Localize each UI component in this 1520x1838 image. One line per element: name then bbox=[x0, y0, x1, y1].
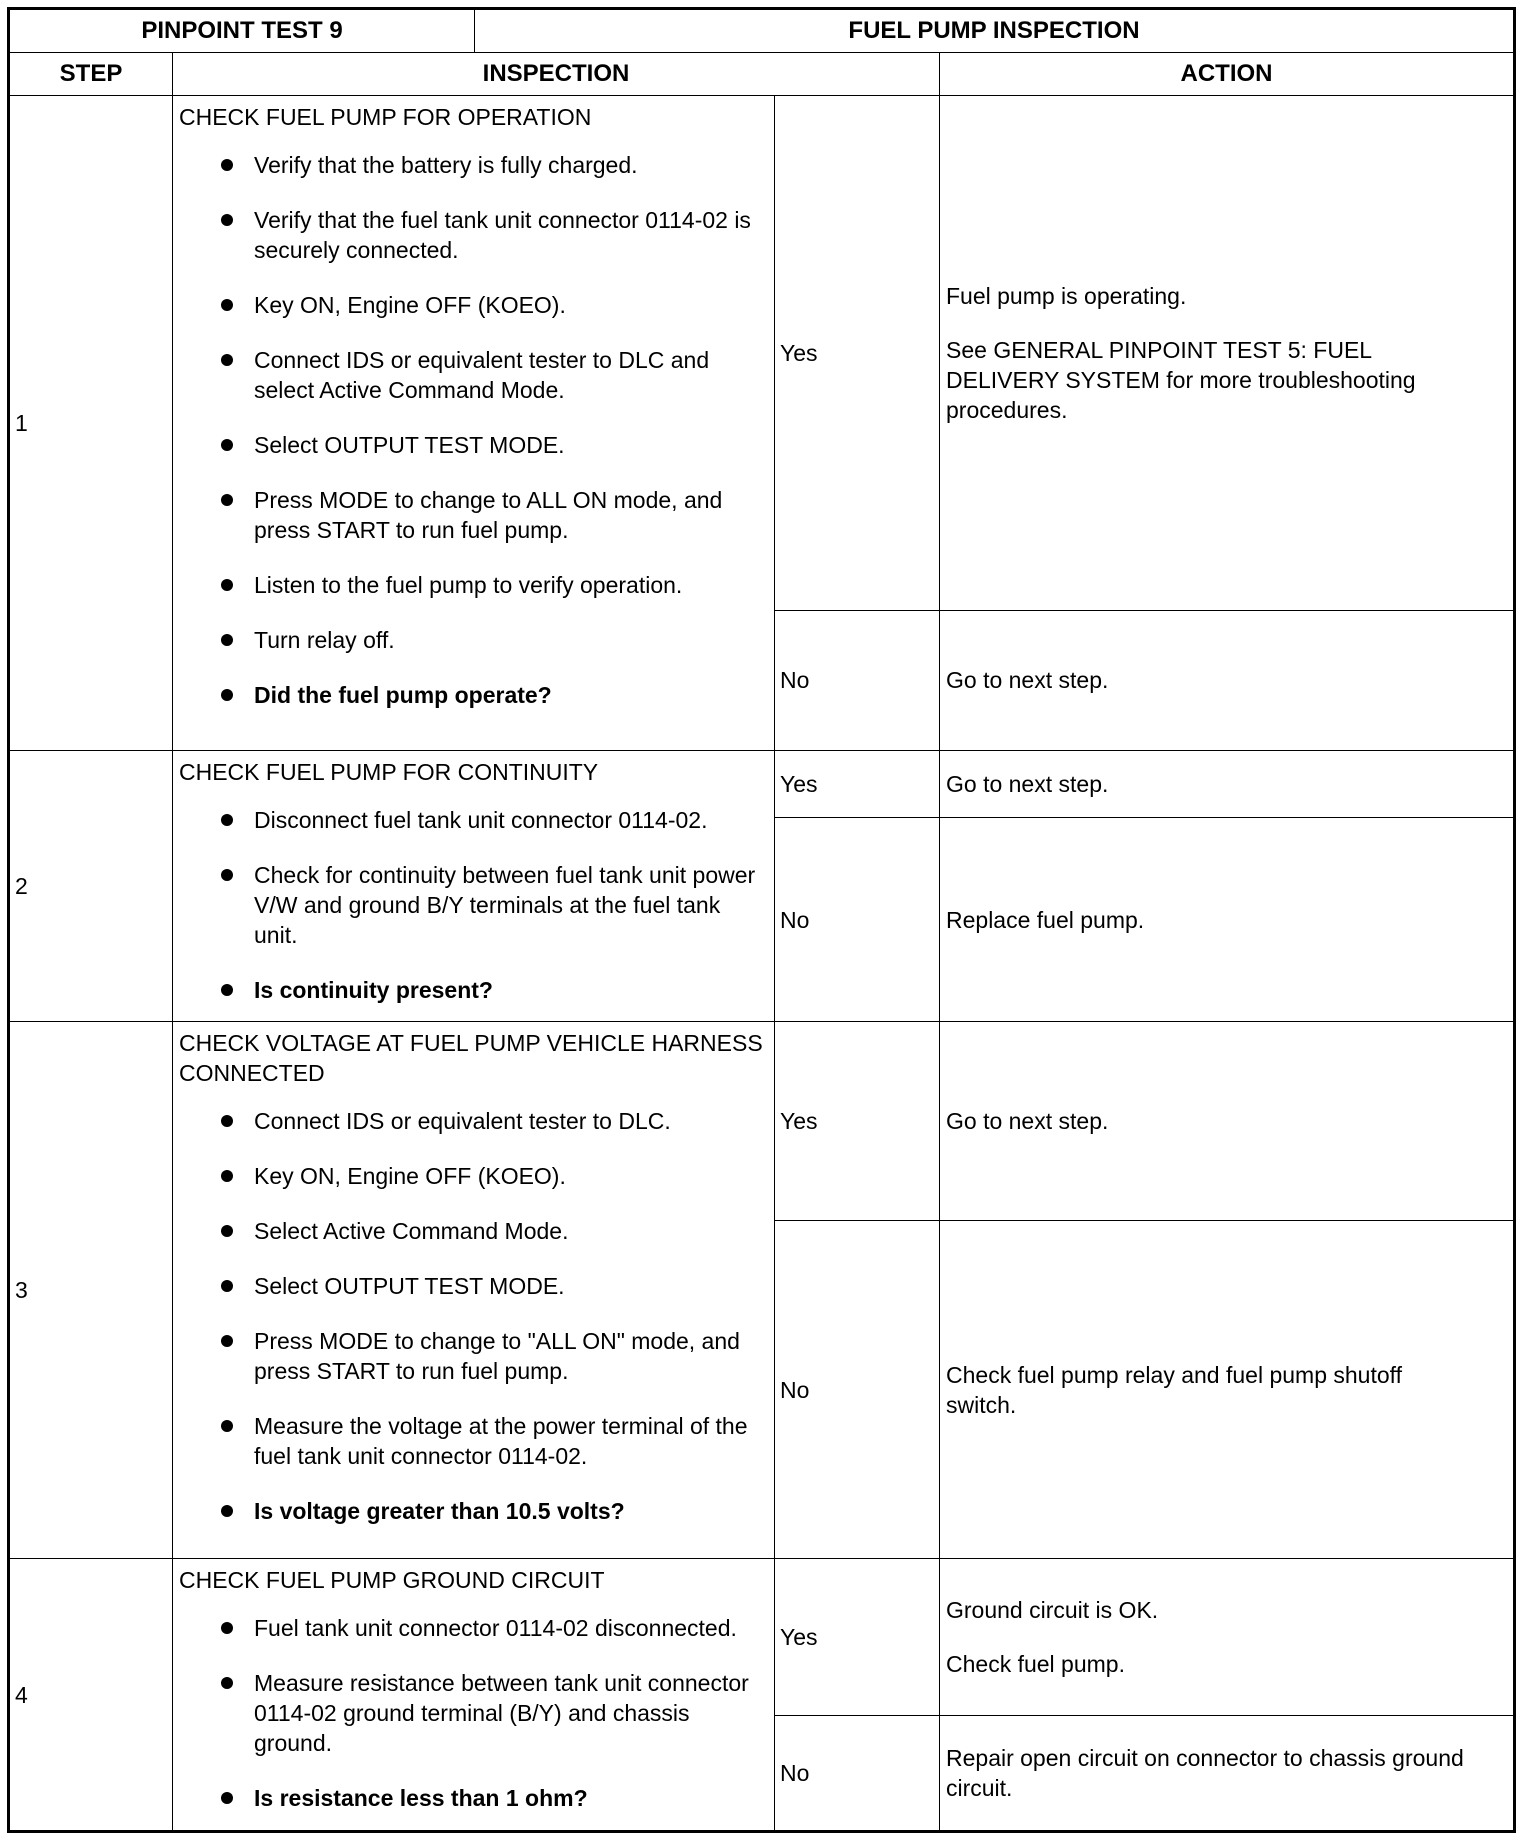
inspection-bullet: Check for continuity between fuel tank unit power V/W and ground B/Y terminals at the fuel tank unit. bbox=[179, 860, 768, 950]
step-title: CHECK VOLTAGE AT FUEL PUMP VEHICLE HARNESS CONNECTED bbox=[179, 1029, 763, 1086]
step-title: CHECK FUEL PUMP FOR OPERATION bbox=[179, 104, 592, 130]
yes-action-text: Fuel pump is operating. bbox=[946, 283, 1187, 310]
step-title: CHECK FUEL PUMP GROUND CIRCUIT bbox=[179, 1567, 605, 1594]
test-id-heading: PINPOINT TEST 9 bbox=[9, 9, 475, 53]
action-column-header: ACTION bbox=[940, 53, 1515, 96]
yes-action-text: Go to next step. bbox=[946, 1107, 1109, 1134]
inspection-bullet: Measure resistance between tank unit connector 0114-02 ground terminal (B/Y) and chassis ground. bbox=[179, 1668, 768, 1758]
inspection-bullet: Disconnect fuel tank unit connector 0114-02. bbox=[179, 805, 768, 835]
title-row bbox=[9, 9, 1515, 53]
yes-label: Yes bbox=[775, 1559, 940, 1715]
inspection-cell bbox=[173, 96, 775, 751]
no-action bbox=[940, 611, 1515, 750]
step-row-yes bbox=[9, 750, 1515, 818]
no-label: No bbox=[775, 611, 940, 750]
yes-label: Yes bbox=[775, 1021, 940, 1220]
pinpoint-test-table bbox=[7, 7, 1516, 1833]
inspection-question: Did the fuel pump operate? bbox=[179, 680, 768, 710]
yes-action bbox=[940, 96, 1515, 611]
no-action-text: Check fuel pump relay and fuel pump shutoff switch. bbox=[946, 1361, 1403, 1418]
inspection-bullets bbox=[179, 1106, 768, 1526]
inspection-bullet: Select OUTPUT TEST MODE. bbox=[179, 1271, 768, 1301]
inspection-bullet: Connect IDS or equivalent tester to DLC. bbox=[179, 1106, 768, 1136]
inspection-bullet: Key ON, Engine OFF (KOEO). bbox=[179, 290, 768, 320]
inspection-cell bbox=[173, 1559, 775, 1832]
inspection-bullet: Connect IDS or equivalent tester to DLC and select Active Command Mode. bbox=[179, 345, 768, 405]
step-number: 2 bbox=[9, 750, 173, 1021]
step-number: 1 bbox=[9, 96, 173, 751]
inspection-bullet: Press MODE to change to "ALL ON" mode, and press START to run fuel pump. bbox=[179, 1326, 768, 1386]
inspection-bullets bbox=[179, 1613, 768, 1813]
inspection-bullet: Select OUTPUT TEST MODE. bbox=[179, 430, 768, 460]
inspection-bullet: Listen to the fuel pump to verify operation. bbox=[179, 570, 768, 600]
no-action bbox=[940, 818, 1515, 1022]
step-column-header: STEP bbox=[9, 53, 173, 96]
column-header-row bbox=[9, 53, 1515, 96]
step-row-yes bbox=[9, 1559, 1515, 1715]
inspection-bullet: Turn relay off. bbox=[179, 625, 768, 655]
inspection-bullets bbox=[179, 150, 768, 710]
inspection-question: Is continuity present? bbox=[179, 975, 768, 1005]
yes-action bbox=[940, 1021, 1515, 1220]
no-action-text: Replace fuel pump. bbox=[946, 906, 1145, 933]
no-action bbox=[940, 1715, 1515, 1831]
step-title: CHECK FUEL PUMP FOR CONTINUITY bbox=[179, 758, 599, 785]
inspection-bullet: Press MODE to change to ALL ON mode, and press START to run fuel pump. bbox=[179, 485, 768, 545]
yes-action bbox=[940, 1559, 1515, 1715]
no-label: No bbox=[775, 1715, 940, 1831]
yes-label: Yes bbox=[775, 750, 940, 818]
test-name-heading: FUEL PUMP INSPECTION bbox=[475, 9, 1515, 53]
yes-action-text: Ground circuit is OK. bbox=[946, 1597, 1159, 1624]
inspection-bullet: Verify that the battery is fully charged. bbox=[179, 150, 768, 180]
inspection-question: Is voltage greater than 10.5 volts? bbox=[179, 1496, 768, 1526]
step-number: 3 bbox=[9, 1021, 173, 1558]
no-action-text: Repair open circuit on connector to chassis ground circuit. bbox=[946, 1744, 1464, 1801]
yes-action bbox=[940, 750, 1515, 818]
inspection-column-header: INSPECTION bbox=[173, 53, 940, 96]
no-action-text: Go to next step. bbox=[946, 667, 1109, 694]
inspection-bullet: Key ON, Engine OFF (KOEO). bbox=[179, 1161, 768, 1191]
inspection-cell bbox=[173, 1021, 775, 1558]
step-number: 4 bbox=[9, 1559, 173, 1832]
yes-label: Yes bbox=[775, 96, 940, 611]
inspection-bullet: Verify that the fuel tank unit connector 0114-02 is securely connected. bbox=[179, 205, 768, 265]
yes-action-text: See GENERAL PINPOINT TEST 5: FUEL DELIVERY SYSTEM for more troubleshooting procedures. bbox=[946, 337, 1416, 424]
no-label: No bbox=[775, 1220, 940, 1559]
no-label: No bbox=[775, 818, 940, 1022]
pinpoint-test-document bbox=[7, 7, 1513, 1833]
yes-action-text: Check fuel pump. bbox=[946, 1651, 1125, 1678]
step-row-yes bbox=[9, 96, 1515, 611]
inspection-bullet: Fuel tank unit connector 0114-02 disconnected. bbox=[179, 1613, 768, 1643]
inspection-bullets bbox=[179, 805, 768, 1005]
inspection-bullet: Measure the voltage at the power terminal of the fuel tank unit connector 0114-02. bbox=[179, 1411, 768, 1471]
yes-action-text: Go to next step. bbox=[946, 770, 1109, 797]
inspection-bullet: Select Active Command Mode. bbox=[179, 1216, 768, 1246]
no-action bbox=[940, 1220, 1515, 1559]
inspection-cell bbox=[173, 750, 775, 1021]
inspection-question: Is resistance less than 1 ohm? bbox=[179, 1783, 768, 1813]
step-row-yes bbox=[9, 1021, 1515, 1220]
